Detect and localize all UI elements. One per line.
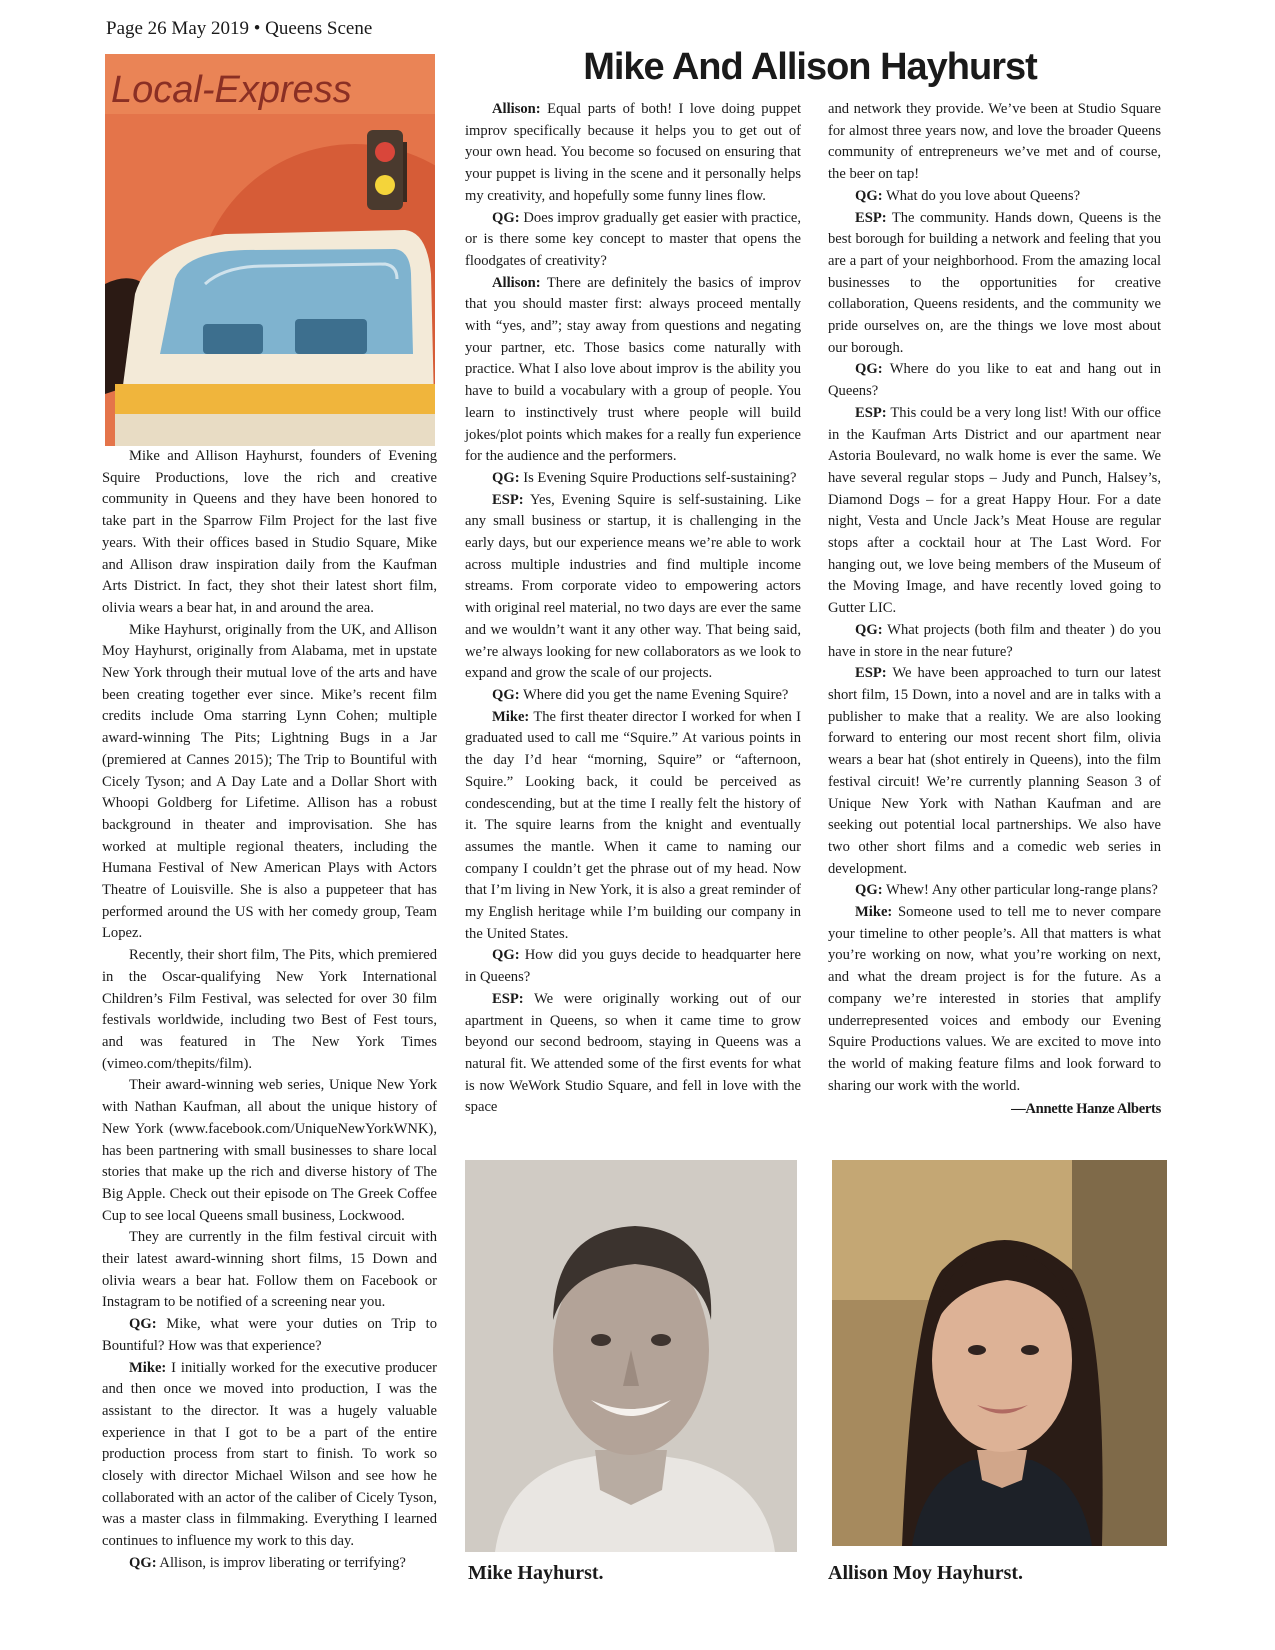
photo-caption-allison: Allison Moy Hayhurst. <box>828 1562 1024 1584</box>
interview-answer: Mike: I initially worked for the executive producer and then once we moved into production, I was the assistant to the director. It was a hugely valuable experience in that I got to be a part of the entire production process from start to finish. To work so closely with director Michael Wilson and see how he collaborated with an actor of the caliber of Cicely Tyson, was a master class in filmmaking. Everything I learned continues to influence my work to this day. <box>102 1359 437 1550</box>
interview-question: QG: What projects (both film and theater ) do you have in store in the near future? <box>828 621 1161 660</box>
page-folio: Page 26 May 2019 • Queens Scene <box>106 18 373 39</box>
article-headline: Mike And Allison Hayhurst <box>583 46 1037 88</box>
interview-answer: ESP: We were originally working out of our apartment in Queens, so when it came time to grow beyond our second bedroom, staying in Queens was a natural fit. We attended some of the first events for what is now WeWork Studio Square, and fell in love with the space <box>465 990 801 1116</box>
interview-answer: Mike: Someone used to tell me to never compare your timeline to other people’s. All that matters is what you’re working on now, what you’re working on next, and what the dream project is for the future. As a company we’re interested in stories that amplify underrepresented voices and embody our Evening Squire Productions values. We are excited to move into the world of making feature films and look forward to sharing our work with the world. <box>828 904 1161 1094</box>
interview-question: QG: Is Evening Squire Productions self-sustaining? <box>492 469 797 486</box>
paragraph: They are currently in the film festival circuit with their latest award-winning short films, 15 Down and olivia wears a bear hat. Follow them on Facebook or Instagram to be notified of a screening near you. <box>102 1229 437 1311</box>
local-express-sign: Local-Express <box>111 69 352 111</box>
paragraph: Mike Hayhurst, originally from the UK, and Allison Moy Hayhurst, originally from Alabama, met in upstate New York through their mutual love of the arts and have been creating together ever since. Mike’s recent film credits include Oma starring Lynn Cohen; multiple award-winning The Pits; Lightning Bugs in a Jar (premiered at Cannes 2015); The Trip to Bountiful with Cicely Tyson; and A Day Late and a Dollar Short with Whoopi Goldberg for Lifetime. Allison has a robust background in theater and improvisation. She has worked at multiple regional theaters, including the Humana Festival of New American Plays with Actors Theatre of Louisville. She is also a puppeteer that has performed around the US with her comedy group, Team Lopez. <box>102 621 437 942</box>
interview-answer: ESP: Yes, Evening Squire is self-sustaining. Like any small business or startup, it is challenging in the early days, but our experience means we’re able to work across multiple industries and find multiple income streams. From corporate video to empowering actors with original reel material, no two days are ever the same and we wouldn’t want it any other way. That being said, we’re always looking for new collaborators as we look to expand and grow the scale of our projects. <box>465 491 802 682</box>
interview-answer: ESP: We have been approached to turn our latest short film, 15 Down, into a novel and are in talks with a publisher to make that a reality. We are also looking forward to entering our most recent short film, olivia wears a bear hat (shot entirely in Queens), into the film festival circuit! We’re currently planning Season 3 of Unique New York with Nathan Kaufman and are seeking out potential local partnerships. We also have two other short films and a comedic web series in development. <box>828 665 1161 877</box>
interview-question: QG: What do you love about Queens? <box>855 187 1081 204</box>
interview-question: QG: Does improv gradually get easier with practice, or is there some key concept to master that opens the floodgates of creativity? <box>465 209 801 269</box>
hero-illustration <box>105 54 435 446</box>
article-column-1 <box>102 446 437 1575</box>
interview-question: QG: Mike, what were your duties on Trip to Bountiful? How was that experience? <box>102 1316 437 1354</box>
photo-caption-mike: Mike Hayhurst. <box>468 1562 604 1584</box>
photo-allison-moy-hayhurst <box>832 1160 1167 1546</box>
interview-answer: Allison: Equal parts of both! I love doing puppet improv specifically because it helps you to get out of your own head. You become so focused on ensuring that your puppet is living in the scene and it personally helps my creativity, and hopefully some funny lines flow. <box>465 101 802 204</box>
paragraph-continued: and network they provide. We’ve been at Studio Square for almost three years now, and love the broader Queens community of entrepreneurs we’ve met and of course, the beer on tap! <box>828 101 1161 183</box>
interview-question: QG: How did you guys decide to headquarter here in Queens? <box>465 947 801 986</box>
interview-question: QG: Where do you like to eat and hang out in Queens? <box>828 361 1162 400</box>
paragraph: Their award-winning web series, Unique New York with Nathan Kaufman, all about the unique history of New York (www.facebook.com/UniqueNewYorkWNK), has been partnering with small businesses to share local stories that make up the rich and diverse history of The Big Apple. Check out their episode on The Greek Coffee Cup to see local Queens small business, Lockwood. <box>102 1077 437 1224</box>
author-byline: —Annette Hanze Alberts <box>1011 1101 1161 1118</box>
train-illustration <box>105 54 435 446</box>
interview-question: QG: Where did you get the name Evening Squire? <box>492 686 789 703</box>
interview-answer: Allison: There are definitely the basics of improv that you should master first: always proceed mentally with “yes, and”; stay away from questions and negating your partner, etc. Those basics come naturally with practice. What I also love about improv is the ability you have to build a vocabulary with a group of people. You learn to instinctively trust where people will build jokes/plot points which makes for a really fun experience for the audience and the performers. <box>465 274 801 465</box>
interview-answer: Mike: The first theater director I worked for when I graduated used to call me “Squire.” At various points in the day I’d hear “morning, Squire” or “afternoon, Squire.” Looking back, it could be perceived as condescending, but at the time I really felt the history of it. The squire learns from the knight and eventually assumes the mantle. When it came to naming our company I couldn’t get the phrase out of my head. Now that I’m living in New York, it is also a great reminder of my English heritage while I’m building our company in the United States. <box>465 708 801 942</box>
interview-answer: ESP: The community. Hands down, Queens is the best borough for building a network and feeling that you are a part of your neighborhood. From the amazing local businesses to the opportunities for creative collaboration, Queens residents, and the community we pride ourselves on, are the things we love most about our borough. <box>828 209 1161 356</box>
interview-question: QG: Whew! Any other particular long-range plans? <box>855 882 1158 899</box>
interview-question: QG: Allison, is improv liberating or terrifying? <box>129 1554 406 1571</box>
article-column-3 <box>828 99 1161 1121</box>
paragraph: Recently, their short film, The Pits, which premiered in the Oscar-qualifying New York International Children’s Film Festival, was selected for over 30 film festivals worldwide, including two Best of Fest tours, and was featured in The New York Times (vimeo.com/thepits/film). <box>102 947 437 1072</box>
article-column-2 <box>465 99 801 1119</box>
paragraph: Mike and Allison Hayhurst, founders of Evening Squire Productions, love the rich and creative community in Queens and they have been honored to take part in the Sparrow Film Project for the last five years. With their offices based in Studio Square, Mike and Allison draw inspiration daily from the Kaufman Arts District. In fact, they shot their latest short film, olivia wears a bear hat, in and around the area. <box>102 448 437 616</box>
photo-mike-hayhurst <box>465 1160 797 1552</box>
interview-answer: ESP: This could be a very long list! With our office in the Kaufman Arts District and our apartment near Astoria Boulevard, no walk home is ever the same. We have several regular stops – Judy and Punch, Halsey’s, Diamond Dogs – for a great Happy Hour. For a date night, Vesta and Uncle Jack’s Meat House are regular stops after a cocktail hour at The Last Word. For hanging out, we love being members of the Museum of the Moving Image, and have recently loved going to Gutter LIC. <box>828 404 1161 617</box>
